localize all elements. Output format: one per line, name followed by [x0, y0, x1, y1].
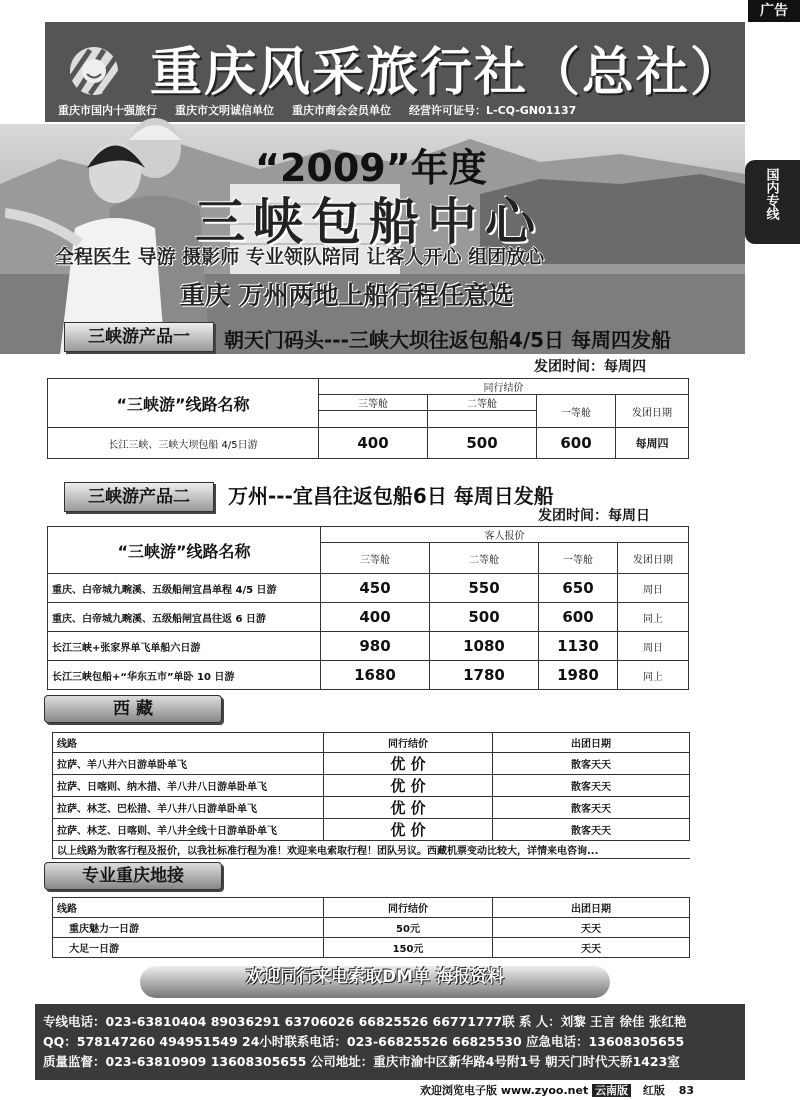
- page-footer: [420, 1082, 694, 1098]
- date-cell: 同上: [618, 603, 689, 632]
- price-cell: 500: [430, 603, 539, 632]
- tibet-note: 以上线路为散客行程及报价，以我社标准行程为准！欢迎来电索取行程！团队另议。西藏机票变动比较大，详情来电咨询...: [53, 841, 690, 859]
- price-group-header: 客人报价: [321, 527, 689, 543]
- price-cell: 1680: [321, 661, 430, 690]
- col-header: 同行结价: [324, 733, 493, 753]
- table-row: [53, 938, 690, 958]
- route-cell: 重庆、白帝城九畹溪、五级船闸宜昌单程 4/5 日游: [48, 574, 321, 603]
- boarding-note: 重庆 万州两地上船行程任意选: [180, 281, 514, 310]
- date-cell: 散客天天: [493, 753, 690, 775]
- main-title: 三峡包船中心: [195, 193, 543, 251]
- price-cell: 优 价: [324, 797, 493, 819]
- date-cell: 散客天天: [493, 775, 690, 797]
- table-row: [53, 918, 690, 938]
- col-header: 出团日期: [493, 898, 690, 918]
- table-row: [48, 574, 689, 603]
- price-cell: 650: [539, 574, 618, 603]
- route-cell: 长江三峡包船+“华东五市”单卧 10 日游: [48, 661, 321, 690]
- price-group-header: 同行结价: [319, 379, 689, 395]
- table-row: [48, 603, 689, 632]
- footer-line: 质量监督：023-63810909 13608305655 公司地址：重庆市渝中区新华路4号附1号 朝天门时代天骄1423室: [43, 1054, 680, 1069]
- year-title: “2009”年度: [255, 146, 487, 190]
- route-header: “三峡游”线路名称: [48, 527, 321, 574]
- agency-name: 重庆风采旅行社（总社）: [150, 43, 745, 103]
- footer-line: QQ：578147260 494951549 24小时联系电话：023-66825526 66825530 应急电话：13608305655: [43, 1034, 685, 1049]
- price-cell: 优 价: [324, 819, 493, 841]
- date-cell: 周日: [618, 574, 689, 603]
- col-header: 线路: [53, 898, 324, 918]
- product2-table: [47, 526, 689, 690]
- col-header: 出团日期: [493, 733, 690, 753]
- col-header: 一等舱: [537, 395, 616, 428]
- table-row: [48, 661, 689, 690]
- price-cell: 150元: [324, 938, 493, 958]
- promo-banner: 欢迎同行来电索取DM单 海报资料: [140, 966, 610, 998]
- price-cell: 400: [319, 428, 428, 459]
- product2-departure: 发团时间：每周日: [538, 508, 650, 524]
- product1-label: 三峡游产品一: [64, 322, 214, 352]
- agency-logo-icon: [60, 44, 128, 98]
- product1-desc: 朝天门码头---三峡大坝往返包船4/5日 每周四发船: [224, 328, 672, 352]
- tibet-label: 西 藏: [44, 695, 222, 723]
- local-label: 专业重庆地接: [44, 862, 222, 890]
- tibet-table: [52, 732, 690, 859]
- side-tab: [745, 160, 800, 244]
- date-cell: 散客天天: [493, 819, 690, 841]
- price-cell: 400: [321, 603, 430, 632]
- date-cell: 天天: [493, 918, 690, 938]
- price-cell: 450: [321, 574, 430, 603]
- route-cell: 长江三峡、三峡大坝包船 4/5日游: [48, 428, 319, 459]
- col-header: 线路: [53, 733, 324, 753]
- product1-table: [47, 378, 689, 459]
- website-text: 欢迎浏览电子版 www.zyoo.net: [420, 1084, 589, 1097]
- couple-photo-icon: [5, 118, 215, 354]
- edition-label: 红版: [642, 1084, 665, 1097]
- ad-tag: 广告: [748, 0, 800, 22]
- header-subline: [58, 102, 594, 118]
- table-row: [53, 819, 690, 841]
- col-header: 二等舱: [430, 543, 539, 574]
- table-row: [53, 753, 690, 775]
- product1-departure: 发团时间：每周四: [534, 359, 646, 375]
- page-number: 83: [678, 1084, 695, 1097]
- date-cell: 周日: [618, 632, 689, 661]
- route-cell: 重庆、白帝城九畹溪、五级船闸宜昌往返 6 日游: [48, 603, 321, 632]
- price-cell: 1980: [539, 661, 618, 690]
- footer-line: 专线电话：023-63810404 89036291 63706026 66825526 66771777联 系 人：刘黎 王言 徐佳 张红艳: [43, 1014, 687, 1029]
- route-cell: 大足一日游: [53, 938, 324, 958]
- header-sub-item: 经营许可证号：L-CQ-GN01137: [409, 104, 577, 117]
- product2-label: 三峡游产品二: [64, 482, 214, 512]
- local-table: [52, 897, 690, 958]
- price-cell: 600: [537, 428, 616, 459]
- footer-contact: [35, 1004, 745, 1080]
- route-header: “三峡游”线路名称: [48, 379, 319, 428]
- route-cell: 拉萨、羊八井六日游单卧单飞: [53, 753, 324, 775]
- route-cell: 拉萨、林芝、日喀则、羊八井全线十日游单卧单飞: [53, 819, 324, 841]
- col-header: 发团日期: [618, 543, 689, 574]
- date-cell: 同上: [618, 661, 689, 690]
- price-cell: 600: [539, 603, 618, 632]
- price-cell: 980: [321, 632, 430, 661]
- product2-desc: 万州---宜昌往返包船6日 每周日发船: [228, 484, 554, 508]
- col-header: 二等舱: [428, 395, 537, 411]
- price-cell: 550: [430, 574, 539, 603]
- route-cell: 长江三峡+张家界单飞单船六日游: [48, 632, 321, 661]
- table-row: [53, 775, 690, 797]
- price-cell: 1780: [430, 661, 539, 690]
- price-cell: 1130: [539, 632, 618, 661]
- col-header: 三等舱: [319, 395, 428, 411]
- region-badge: 云南版: [592, 1084, 631, 1097]
- price-cell: 1080: [430, 632, 539, 661]
- route-cell: 拉萨、林芝、巴松措、羊八井八日游单卧单飞: [53, 797, 324, 819]
- price-cell: 500: [428, 428, 537, 459]
- date-cell: 散客天天: [493, 797, 690, 819]
- date-cell: 天天: [493, 938, 690, 958]
- header-sub-item: 重庆市文明诚信单位: [175, 104, 274, 117]
- col-header: 三等舱: [321, 543, 430, 574]
- route-cell: 拉萨、日喀则、纳木措、羊八井八日游单卧单飞: [53, 775, 324, 797]
- col-header: 一等舱: [539, 543, 618, 574]
- date-cell: 每周四: [616, 428, 689, 459]
- table-row: [48, 632, 689, 661]
- table-row: [53, 797, 690, 819]
- slogan: 全程医生 导游 摄影师 专业领队陪同 让客人开心 组团放心: [55, 246, 545, 268]
- header-sub-item: 重庆市国内十强旅行: [58, 104, 157, 117]
- header-sub-item: 重庆市商会会员单位: [292, 104, 391, 117]
- side-tab-label: 国内专线: [763, 168, 779, 220]
- price-cell: 优 价: [324, 753, 493, 775]
- price-cell: 优 价: [324, 775, 493, 797]
- price-cell: 50元: [324, 918, 493, 938]
- col-header: 发团日期: [616, 395, 689, 428]
- table-row: [48, 428, 689, 459]
- col-header: 同行结价: [324, 898, 493, 918]
- route-cell: 重庆魅力一日游: [53, 918, 324, 938]
